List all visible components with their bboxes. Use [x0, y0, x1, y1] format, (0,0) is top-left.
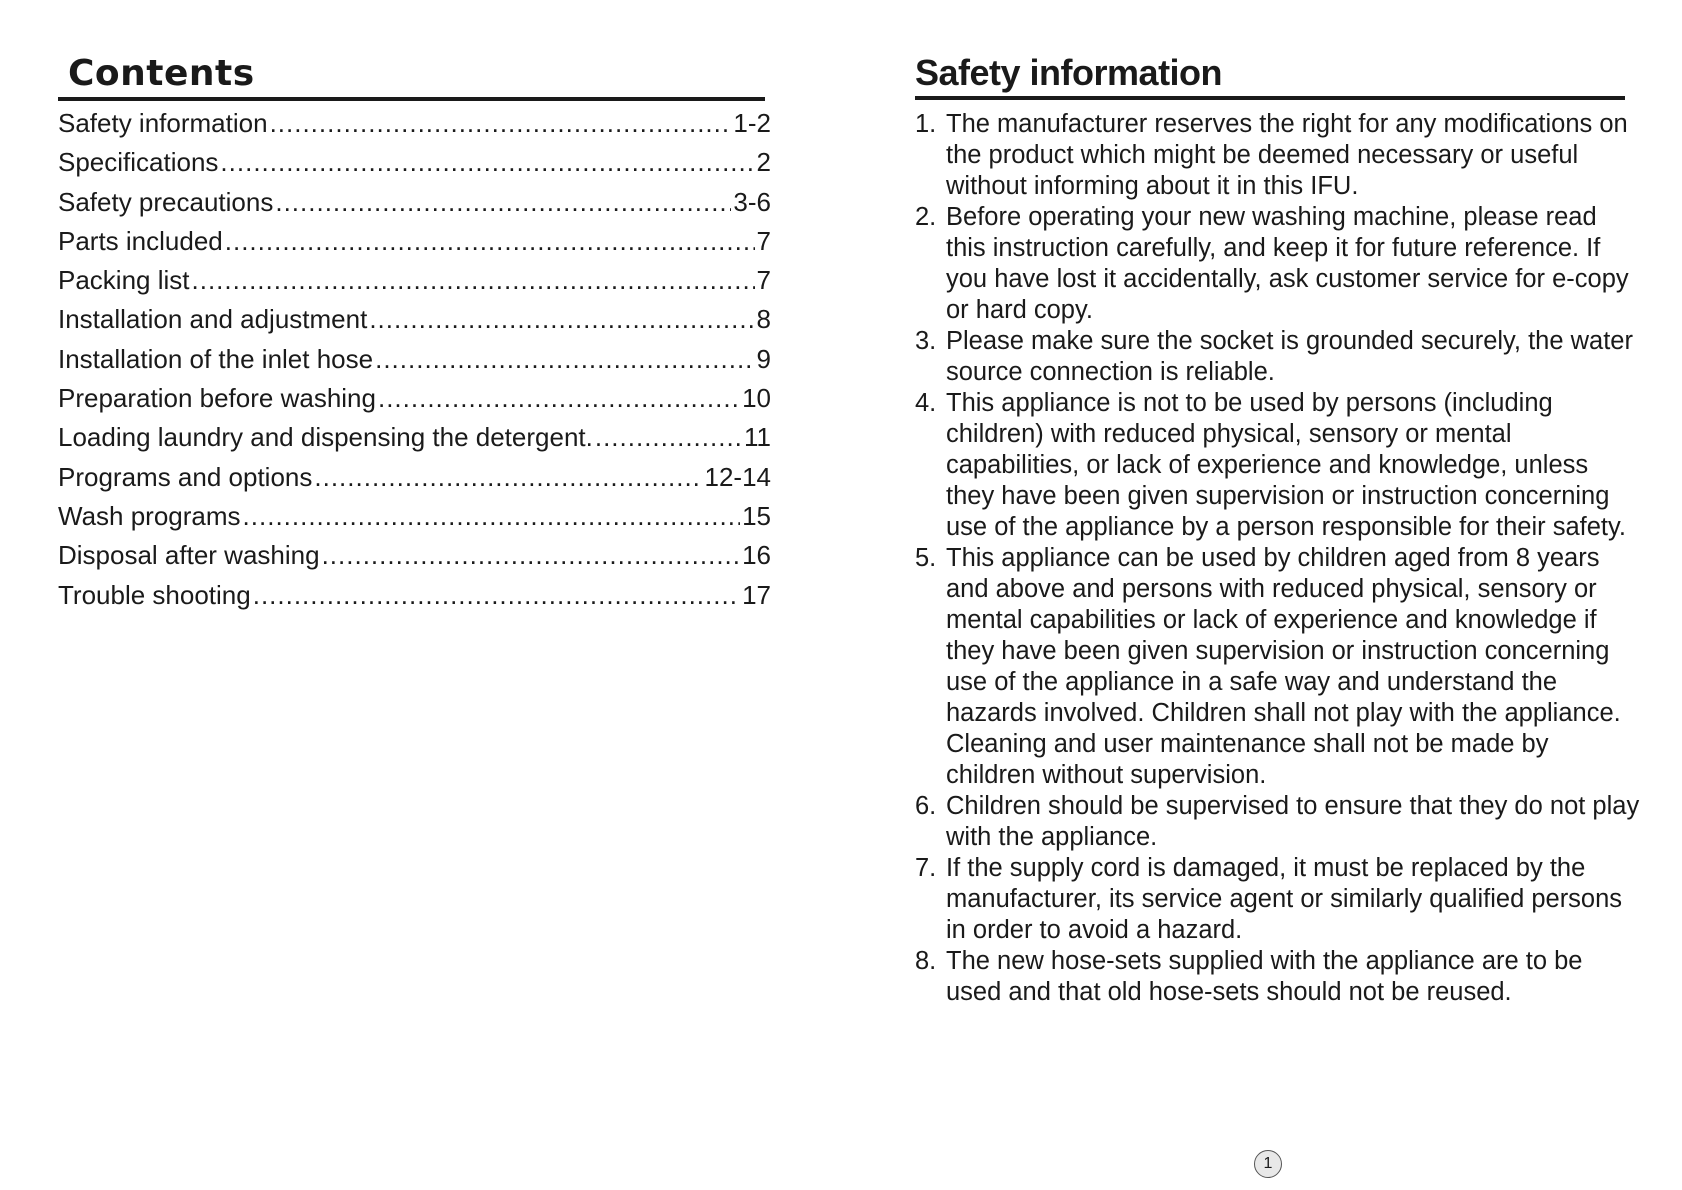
toc-entry[interactable] [58, 303, 771, 342]
toc-entry-page: 10 [742, 383, 771, 414]
toc-dot-leader [192, 264, 755, 296]
toc-entry-page: 3-6 [733, 186, 771, 217]
toc-entry-page: 1-2 [733, 108, 771, 138]
safety-title: Safety information [915, 52, 1223, 93]
toc-entry-page: 12-14 [704, 461, 771, 492]
safety-item-number: 8. [915, 947, 937, 975]
safety-item-text: This appliance can be used by children aged from 8 years and above and persons with reduced physical, sensory or mental capabilities or lack of experience and knowledge if they have been given supervision or instruction concerning use of the appliance in a safe way and understand the hazards involved. Children shall not play with the appliance. Cleaning and user maintenance shall not be made by children without supervision. [946, 544, 1621, 789]
safety-item [915, 853, 1641, 946]
toc-entry-label: Preparation before washing [58, 383, 376, 414]
safety-item [915, 109, 1641, 202]
toc-entry-page: 2 [756, 147, 771, 178]
safety-item-number: 1. [915, 110, 937, 138]
toc-dot-leader [314, 461, 702, 493]
toc-dot-leader [220, 146, 754, 178]
toc-entry[interactable] [58, 264, 771, 303]
toc-entry-label: Wash programs [58, 500, 241, 531]
toc-dot-leader [225, 225, 755, 257]
toc-entry-page: 16 [742, 540, 771, 571]
toc-entry-label: Loading laundry and dispensing the detergent. [58, 422, 593, 453]
safety-item-number: 2. [915, 203, 937, 231]
safety-item-number: 6. [915, 792, 937, 820]
toc-entry-label: Safety precautions [58, 186, 274, 217]
toc-entry-page: 7 [756, 225, 771, 256]
toc-entry[interactable] [58, 382, 771, 421]
safety-item-number: 5. [915, 544, 937, 572]
toc-dot-leader [375, 343, 754, 375]
safety-item [915, 543, 1641, 791]
toc-entry-label: Parts included [58, 225, 223, 256]
toc-entry-label: Disposal after washing [58, 540, 320, 571]
toc-entry[interactable] [58, 186, 771, 225]
toc-entry-page: 17 [742, 579, 771, 610]
toc-dot-leader [270, 107, 732, 139]
toc-dot-leader [595, 421, 742, 453]
toc-dot-leader [253, 579, 740, 611]
safety-item [915, 791, 1641, 853]
toc-entry[interactable] [58, 225, 771, 264]
toc-entry-page: 11 [744, 422, 771, 453]
safety-item [915, 202, 1641, 326]
safety-item [915, 326, 1641, 388]
toc-entry[interactable] [58, 421, 771, 460]
safety-item [915, 388, 1641, 543]
safety-item-text: The manufacturer reserves the right for any modifications on the product which might be deemed necessary or useful without informing about it in this IFU. [946, 110, 1628, 200]
toc-entry[interactable] [58, 579, 771, 618]
toc-entry-page: 9 [756, 343, 771, 374]
toc-dot-leader [369, 303, 754, 335]
safety-item-text: This appliance is not to be used by persons (including children) with reduced physical, sensory or mental capabilities, or lack of experience and knowledge, unless they have been given supervision or instruction concerning use of the appliance by a person responsible for their safety. [946, 389, 1626, 541]
safety-item-text: Before operating your new washing machine, please read this instruction carefully, and keep it for future reference. If you have lost it accidentally, ask customer service for e-copy or hard copy. [946, 203, 1629, 324]
safety-item-number: 7. [915, 854, 937, 882]
page-number-badge: 1 [1254, 1150, 1282, 1178]
toc-entry-label: Packing list [58, 265, 190, 296]
toc-entry[interactable] [58, 461, 771, 500]
toc-entry[interactable] [58, 343, 771, 382]
toc-entry-label: Programs and options [58, 461, 313, 492]
safety-item-number: 3. [915, 327, 937, 355]
toc-dot-leader [378, 382, 740, 414]
safety-item-text: Children should be supervised to ensure that they do not play with the appliance. [946, 792, 1640, 851]
toc-entry[interactable] [58, 146, 771, 185]
safety-item-text: If the supply cord is damaged, it must be replaced by the manufacturer, its service agent or similarly qualified persons in order to avoid a hazard. [946, 854, 1623, 944]
toc-entry-page: 8 [756, 304, 771, 335]
toc-entry-label: Trouble shooting [58, 579, 251, 610]
safety-item [915, 946, 1641, 1008]
toc-entry-label: Safety information [58, 108, 268, 138]
toc-entry-page: 7 [756, 265, 771, 296]
toc-dot-leader [243, 500, 741, 532]
toc-entry-label: Installation of the inlet hose [58, 343, 374, 374]
safety-divider [915, 96, 1625, 100]
toc-entry[interactable] [58, 539, 771, 578]
toc-dot-leader [275, 186, 731, 218]
safety-item-text: Please make sure the socket is grounded securely, the water source connection is reliable. [946, 327, 1633, 386]
contents-title: Contents [68, 53, 255, 94]
toc-entry[interactable] [58, 107, 771, 146]
toc-dot-leader [322, 539, 741, 571]
toc-entry[interactable] [58, 500, 771, 539]
safety-item-text: The new hose-sets supplied with the appliance are to be used and that old hose-sets should not be reused. [946, 947, 1583, 1006]
toc-entry-label: Installation and adjustment [58, 304, 368, 335]
safety-item-number: 4. [915, 389, 937, 417]
toc-entry-page: 15 [742, 500, 771, 531]
contents-divider [58, 97, 765, 101]
toc-entry-label: Specifications [58, 147, 219, 178]
table-of-contents [58, 107, 771, 618]
safety-list [915, 109, 1641, 1008]
